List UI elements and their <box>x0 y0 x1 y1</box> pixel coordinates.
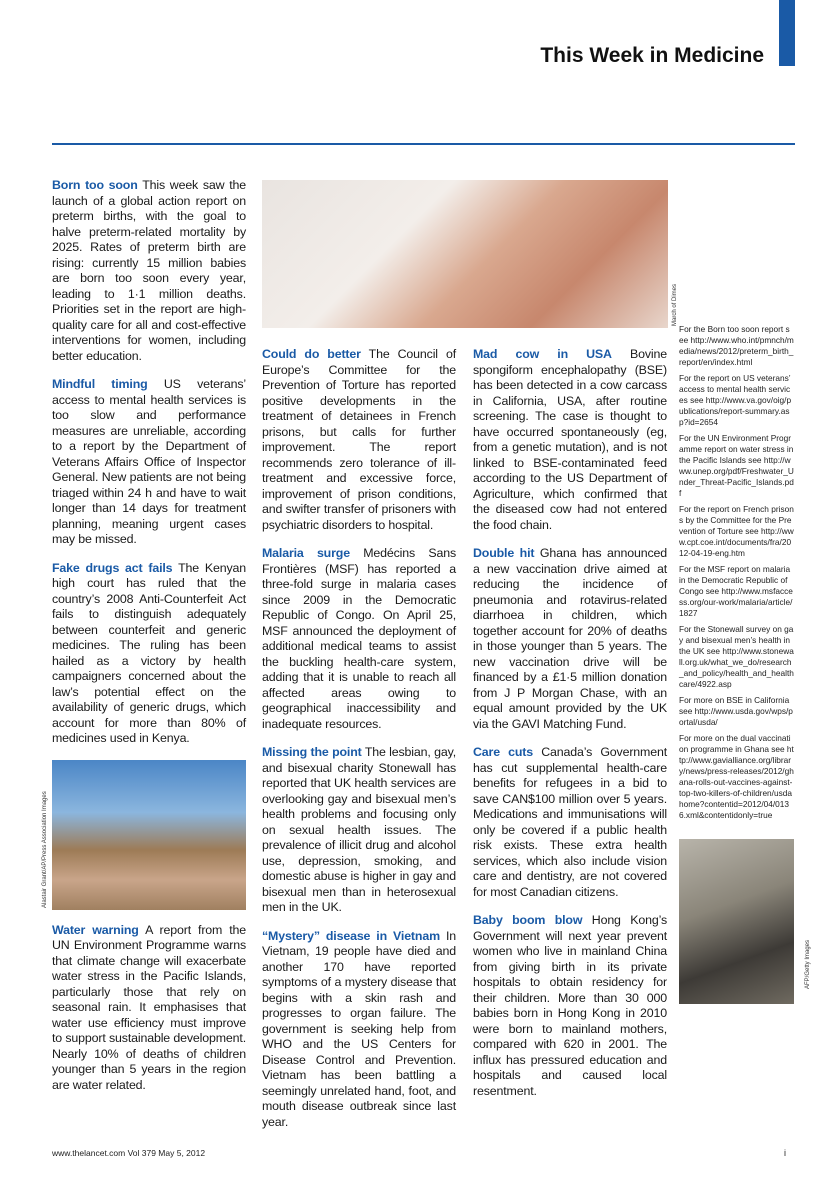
article-baby-boom-blow: Baby boom blow Hong Kong’s Government will next year prevent women who live in mainland China from giving birth in its private hospitals to obtain residency for their children. More than 30 000 babies born in Hong Kong in 2010 were born to mainland mothers, compared with 620 in 2001. The influx has pressured education and hospitals and caused local resentment. <box>473 913 668 1098</box>
article-born-too-soon: Born too soon This week saw the launch of a global action report on preterm births, with the goal to halve preterm-related mortality by 2025. Rates of preterm birth are rising: currently 15 million babies are born too soon every year, leading to 1·1 million deaths. Priorities set in the report are high-quality care for all and cost-effective interventions for women, including better education. <box>52 178 246 363</box>
article-missing-the-point: Missing the point The lesbian, gay, and bisexual charity Stonewall has reported that UK health services are overlooking gay and bisexual men’s health problems and focusing only on sexual health issues. The prevalence of illicit drug and alcohol use, depression, smoking, and domestic abuse is higher in gay and bisexual men than in heterosexual men in the UK. <box>262 745 456 914</box>
sidebar <box>679 178 811 1004</box>
page-number: i <box>784 1148 786 1158</box>
column-1 <box>42 178 247 1093</box>
sidenote: For more on BSE in California see http://www.usda.gov/wps/portal/usda/ <box>679 695 793 727</box>
article-double-hit: Double hit Ghana has announced a new vaccination drive aimed at reducing the incidence of pneumonia and rotavirus-related diarrhoea in children, which together account for 20% of deaths in those younger than 5 years. The new vaccination drive will be financed by a £1·5 million donation from J P Morgan Chase, with an equal amount provided by the UK via the GAVI Matching Fund. <box>473 546 667 731</box>
sidenote: For the Stonewall survey on gay and bisexual men’s health in the UK see http://www.stonewall.org.uk/what_we_do/research_and_policy/health_and_healthcare/4922.asp <box>679 624 794 689</box>
photo-credit: AFP/Getty Images <box>805 939 811 989</box>
article-mystery-disease: “Mystery” disease in Vietnam In Vietnam, 19 people have died and another 170 have reported symptoms of a mystery disease that begins with a skin rash and progresses to organ failure. The government is seeking help from WHO and the US Centers for Disease Control and Prevention. Vietnam has been battling a seemingly unrelated hand, foot, and mouth disease outbreak since last year. <box>262 928 457 1129</box>
sidenote: For the Born too soon report see http://www.who.int/pmnch/media/news/2012/preterm_birth_report/en/index.html <box>679 324 794 367</box>
photo-credit: Alastair Grant/AP/Press Association Images <box>42 790 48 908</box>
sidenotes <box>679 324 794 826</box>
article-malaria-surge: Malaria surge Medécins Sans Frontières (MSF) has reported a three-fold surge in malaria cases since 2009 in the Democratic Republic of Congo. On April 25, MSF announced the deployment of additional medical teams to assist the buckling health-care system, adding that it is unable to reach all affected areas owing to geographical inaccessibility and inadequate resources. <box>262 546 456 731</box>
sidenote: For the report on French prisons by the Committee for the Prevention of Torture see http://www.cpt.coe.int/documents/fra/2012-04-19-eng.htm <box>679 504 794 558</box>
sidenote: For the MSF report on malaria in the Democratic Republic of Congo see http://www.msfaccess.org/our-work/malaria/article/1827 <box>679 564 793 618</box>
article-columns <box>42 0 835 1130</box>
sidenote: For the report on US veterans’ access to mental health services see http://www.va.gov/oig/publications/report-summary.asp?id=2654 <box>679 373 792 427</box>
photo-premature-baby-hand <box>262 180 678 328</box>
photo-pregnant-woman-hong-kong <box>679 839 811 1004</box>
article-mindful-timing: Mindful timing US veterans’ access to mental health services is too slow and performance measures are unreliable, according to a report by the Department of Veterans Affairs Office of Inspector General. New patients are not being triaged within 24 h and have to wait longer than 14 days for treatment planning, meaning urgent cases may be missed. <box>52 377 246 546</box>
page-title: This Week in Medicine <box>540 44 764 67</box>
footer <box>52 1148 795 1162</box>
sidenote: For more on the dual vaccination programme in Ghana see http://www.gavialliance.org/library/news/press-releases/2012/ghana-rolls-out-vaccines-against-top-two-killers-of-children/usdahome?contentid=2012/04/0136.xml&contentidonly=true <box>679 733 794 820</box>
article-could-do-better: Could do better The Council of Europe’s Committee for the Prevention of Torture has reported positive developments in the treatment of detainees in French prisons, but calls for further improvement. The report recommends zero tolerance of ill-treatment and excessive force, improvement of prison conditions, and swifter transfer of prisoners with psychiatric disorders to hospital. <box>262 347 456 532</box>
article-care-cuts: Care cuts Canada’s Government has cut supplemental health-care benefits for refugees in a bid to save CAN$100 million over 5 years. Medications and immunisations will only be covered if a public health risk exists. These extra health services, which also include vision care and dentistry, are not covered for most Canadian citizens. <box>473 745 667 899</box>
photo-credit: March of Dimes <box>672 283 678 326</box>
photo-water-pipe <box>42 760 246 910</box>
article-fake-drugs: Fake drugs act fails The Kenyan high court has ruled that the country’s 2008 Anti-Counterfeit Act fails to distinguish adequately between counterfeit and generic medicines. The ruling has been hailed as a victory by health campaigners concerned about the law’s potential effect on the availability of generic drugs, which account for more than 80% of medicines used in Kenya. <box>52 560 246 745</box>
article-water-warning: Water warning A report from the UN Environment Programme warns that climate change will exacerbate water stress in the Pacific Islands, particularly those that rely on seasonal rain. It emphasises that water use efficiency must improve to support sustainable development. Nearly 10% of deaths of children younger than 5 years in the region are water related. <box>52 922 247 1092</box>
footer-citation: www.thelancet.com Vol 379 May 5, 2012 <box>52 1148 206 1158</box>
article-mad-cow: Mad cow in USA Bovine spongiform encephalopathy (BSE) has been detected in a cow carcass in California, USA, after routine screening. The case is thought to have occurred spontaneously (eg, from a genetic mutation), and is not linked to BSE-contaminated feed according to the US Department of Agriculture, which confirmed that the diseased cow had not entered the food chain. <box>473 347 668 532</box>
sidenote: For the UN Environment Programme report on water stress in the Pacific Islands see http://www.unep.org/pdf/Freshwater_Under_Threat-Pacific_Islands.pdf <box>679 433 794 498</box>
